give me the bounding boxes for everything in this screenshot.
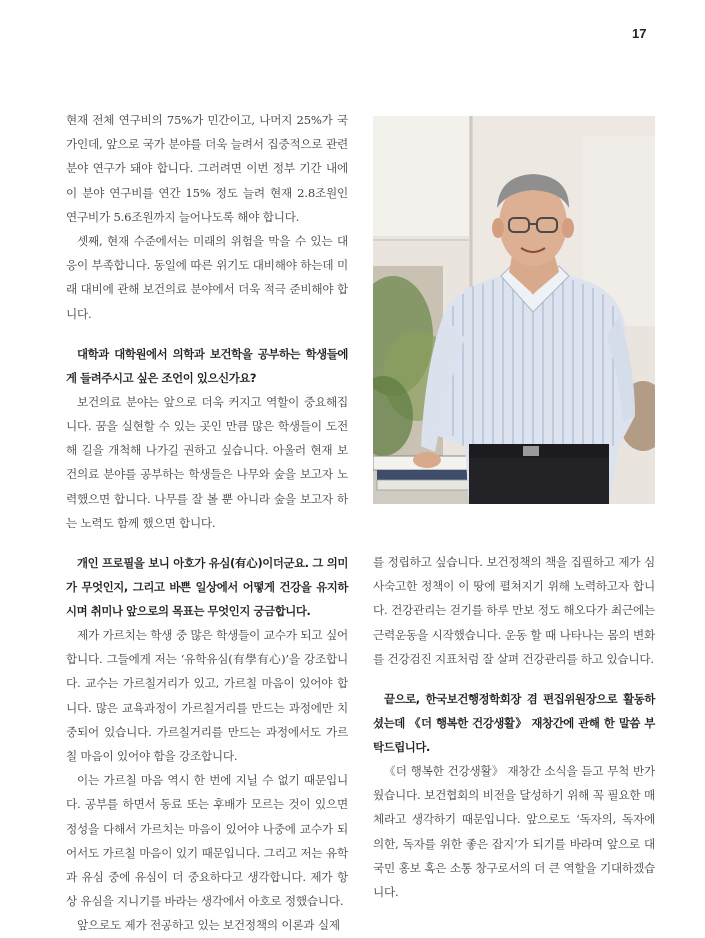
portrait-illustration — [373, 116, 655, 504]
paragraph: 앞으로도 제가 전공하고 있는 보건정책의 이론과 실제 — [77, 918, 340, 933]
interview-question: 대학과 대학원에서 의학과 보건학을 공부하는 학생들에게 들려주시고 싶은 조언이 있으신가요? — [66, 346, 348, 385]
paragraph: 현재 전체 연구비의 75%가 민간이고, 나머지 25%가 국가인데, 앞으로 국가 분야를 더욱 늘려서 집중적으로 관련 분야 연구가 돼야 합니다. 그러려면 이번 정부 기간 내에 이 분야 연구비를 연간 15% 정도 늘려 현재 2.8조원인 연구비가 5.6조원까지 늘어나도록 해야 합니다. — [66, 113, 348, 224]
page-number: 17 — [632, 26, 647, 41]
paragraph: 보건의료 분야는 앞으로 더욱 커지고 역할이 중요해집니다. 꿈을 실현할 수 있는 곳인 만큼 많은 학생들이 도전해 길을 개척해 나가길 권하고 싶습니다. 아울러 현재 보건의료 분야를 공부하는 학생들은 나무와 숲을 보고자 노력했으면 합니다. 나무를 잘 볼 뿐 아니라 숲을 보고자 하는 노력도 함께 했으면 합니다. — [66, 394, 348, 530]
paragraph: 셋째, 현재 수준에서는 미래의 위험을 막을 수 있는 대응이 부족합니다. 동일에 따른 위기도 대비해야 하는데 미래 대비에 관해 보건의료 분야에서 더욱 적극 준비해야 합니다. — [66, 234, 348, 321]
paragraph: 《더 행복한 건강생활》 재창간 소식을 듣고 무척 반가웠습니다. 보건협회의 비전을 달성하기 위해 꼭 필요한 매체라고 생각하기 때문입니다. 앞으로도 ‘독자의, 독자에 의한, 독자를 위한 좋은 잡지’가 되기를 바라며 앞으로 대국민 홍보 혹은 소통 창구로서의 더 큰 역할을 기대하겠습니다. — [373, 764, 655, 900]
paragraph: 제가 가르치는 학생 중 많은 학생들이 교수가 되고 싶어 합니다. 그들에게 저는 ‘유학유심(有學有心)’을 강조합니다. 교수는 가르칠거리가 있고, 가르칠 마음이 있어야 합니다. 많은 교육과정이 가르칠거리를 만드는 과정에만 치중되어 있습니다. 가르칠거리를 만드는 과정에서도 가르칠 마음이 있어야 함을 강조합니다. — [66, 628, 348, 764]
left-column — [66, 108, 348, 938]
interview-question: 개인 프로필을 보니 아호가 유심(有心)이더군요. 그 의미가 무엇인지, 그리고 바쁜 일상에서 어떻게 건강을 유지하시며 취미나 앞으로의 목표는 무엇인지 궁금합니다. — [66, 556, 348, 619]
right-column — [373, 550, 655, 904]
interview-question: 끝으로, 한국보건행정학회장 겸 편집위원장으로 활동하셨는데 《더 행복한 건강생활》 재창간에 관해 한 말씀 부탁드립니다. — [373, 692, 655, 755]
portrait-photo — [373, 116, 655, 504]
paragraph: 이는 가르칠 마음 역시 한 번에 지닐 수 없기 때문입니다. 공부를 하면서 동료 또는 후배가 모르는 것이 있으면 정성을 다해서 가르치는 마음이 있어야 나중에 교수가 되어서도 가르칠 마음이 있기 때문입니다. 그리고 저는 유학과 유심 중에 유심이 더 중요하다고 생각합니다. 제가 항상 유심을 지니기를 바라는 생각에서 아호로 정했습니다. — [66, 773, 348, 909]
paragraph: 를 정립하고 싶습니다. 보건정책의 책을 집필하고 제가 심사숙고한 정책이 이 땅에 펼쳐지기 위해 노력하고자 합니다. 건강관리는 걷기를 하루 만보 정도 해오다가 최근에는 근력운동을 시작했습니다. 운동 할 때 나타나는 몸의 변화를 건강검진 지표처럼 잘 살펴 건강관리를 하고 있습니다. — [373, 555, 655, 666]
